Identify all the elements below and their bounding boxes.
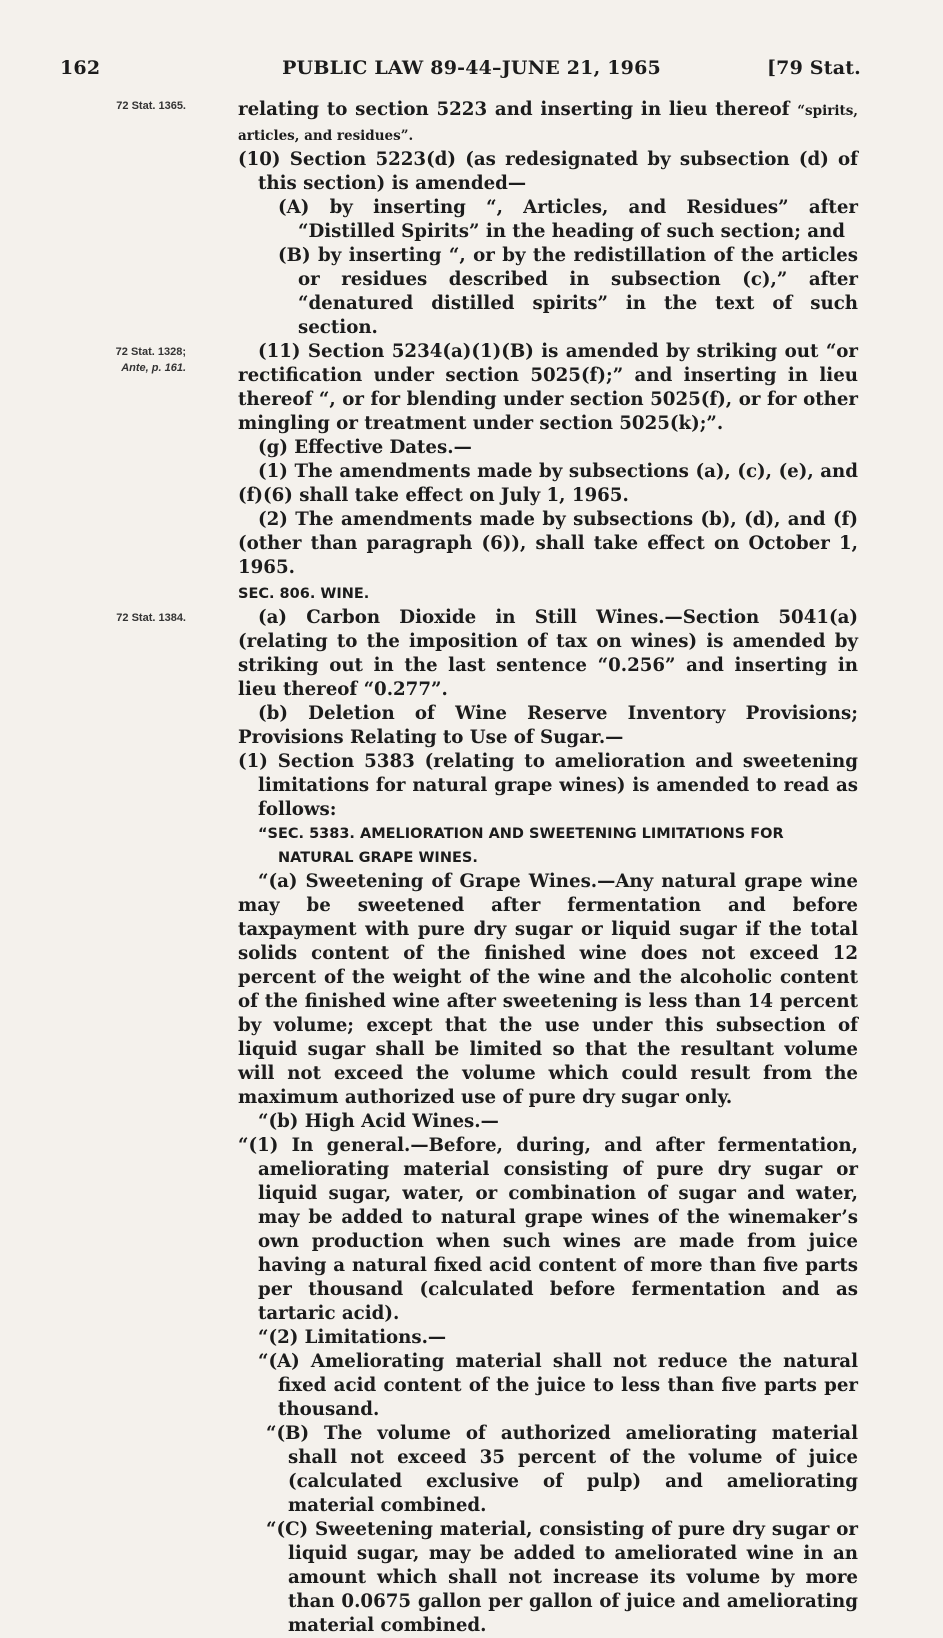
paragraph: (1) The amendments made by subsections (a), (c), (e), and (f)(6) shall take effect on July 1, 1965. xyxy=(238,461,858,506)
page-number: 162 xyxy=(60,57,101,79)
page-title: PUBLIC LAW 89-44–JUNE 21, 1965 xyxy=(282,57,661,79)
paragraph: “(a) Sweetening of Grape Wines.—Any natural grape wine may be sweetened after fermentation and before taxpayment with pure dry sugar or liquid sugar if the total solids content of the finished wine does not exceed 12 percent of the weight of the wine and the alcoholic content of the finished wine after sweetening is less than 14 percent by volume; except that the use under this subsection of liquid sugar shall be limited so that the resultant volume will not exceed the volume which could result from the maximum authorized use of pure dry sugar only. xyxy=(238,871,858,1108)
paragraph: (2) The amendments made by subsections (b), (d), and (f) (other than paragraph (6)), shall take effect on October 1, 1965. xyxy=(238,509,858,578)
subsection-heading: “(2) Limitations.— xyxy=(258,1327,447,1348)
paragraph: “(C) Sweetening material, consisting of pure dry sugar or liquid sugar, may be added to ameliorated wine in an amount which shall not increase its volume by more than 0.0675 gallon per gallon of juice and ameliorating material combined. xyxy=(266,1519,858,1636)
volume-reference: [79 Stat. xyxy=(766,57,861,79)
subsection-heading: (b) Deletion of Wine Reserve Inventory Provisions; Provisions Relating to Use of Sugar.— xyxy=(238,703,858,748)
margin-note-72-stat-1365: 72 Stat. 1365. xyxy=(116,100,186,112)
margin-note-ante: Ante, p. 161. xyxy=(121,362,186,374)
paragraph: (B) by inserting “, or by the redistillation of the articles or residues described in subsection (c),” after “denatured distilled spirits” in the text of such section. xyxy=(278,245,858,338)
document-body xyxy=(238,98,858,1638)
paragraph: (11) Section 5234(a)(1)(B) is amended by striking out “or rectification under section 5025(f);” and inserting in lieu thereof “, or for blending under section 5025(f), or for other mingling or treatment under section 5025(k);”. xyxy=(238,341,858,434)
paragraph: “(1) In general.—Before, during, and after fermentation, ameliorating material consisting of pure dry sugar or liquid sugar, water, or combination of sugar and water, may be added to natural grape wines of the winemaker’s own production when such wines are made from juice having a natural fixed acid content of more than five parts per thousand (calculated before fermentation and as tartaric acid). xyxy=(238,1135,858,1324)
paragraph: (A) by inserting “, Articles, and Residues” after “Distilled Spirits” in the heading of such section; and xyxy=(278,197,858,242)
paragraph: (1) Section 5383 (relating to amelioration and sweetening limitations for natural grape wines) is amended to read as follows: xyxy=(238,751,858,820)
paragraph: (10) Section 5223(d) (as redesignated by subsection (d) of this section) is amended— xyxy=(238,149,858,194)
paragraph: “(B) The volume of authorized ameliorating material shall not exceed 35 percent of the volume of juice (calculated exclusive of pulp) and ameliorating material combined. xyxy=(266,1423,858,1516)
paragraph: relating to section 5223 and inserting in lieu thereof “spirits, articles, and residues”. xyxy=(238,99,858,144)
margin-note-72-stat-1384: 72 Stat. 1384. xyxy=(116,612,186,624)
section-title: “SEC. 5383. AMELIORATION AND SWEETENING LIMITATIONS FOR NATURAL GRAPE WINES. xyxy=(258,826,784,866)
paragraph: “(A) Ameliorating material shall not reduce the natural fixed acid content of the juice to less than five parts per thousand. xyxy=(258,1351,858,1420)
paragraph: (a) Carbon Dioxide in Still Wines.—Section 5041(a) (relating to the imposition of tax on wines) is amended by striking out in the last sentence “0.256” and inserting in lieu thereof “0.277”. xyxy=(238,607,858,700)
margin-note-72-stat-1328: 72 Stat. 1328; xyxy=(115,346,186,358)
subsection-heading: (g) Effective Dates.— xyxy=(258,437,472,458)
subsection-heading: “(b) High Acid Wines.— xyxy=(258,1111,499,1132)
section-heading: SEC. 806. WINE. xyxy=(238,586,370,602)
